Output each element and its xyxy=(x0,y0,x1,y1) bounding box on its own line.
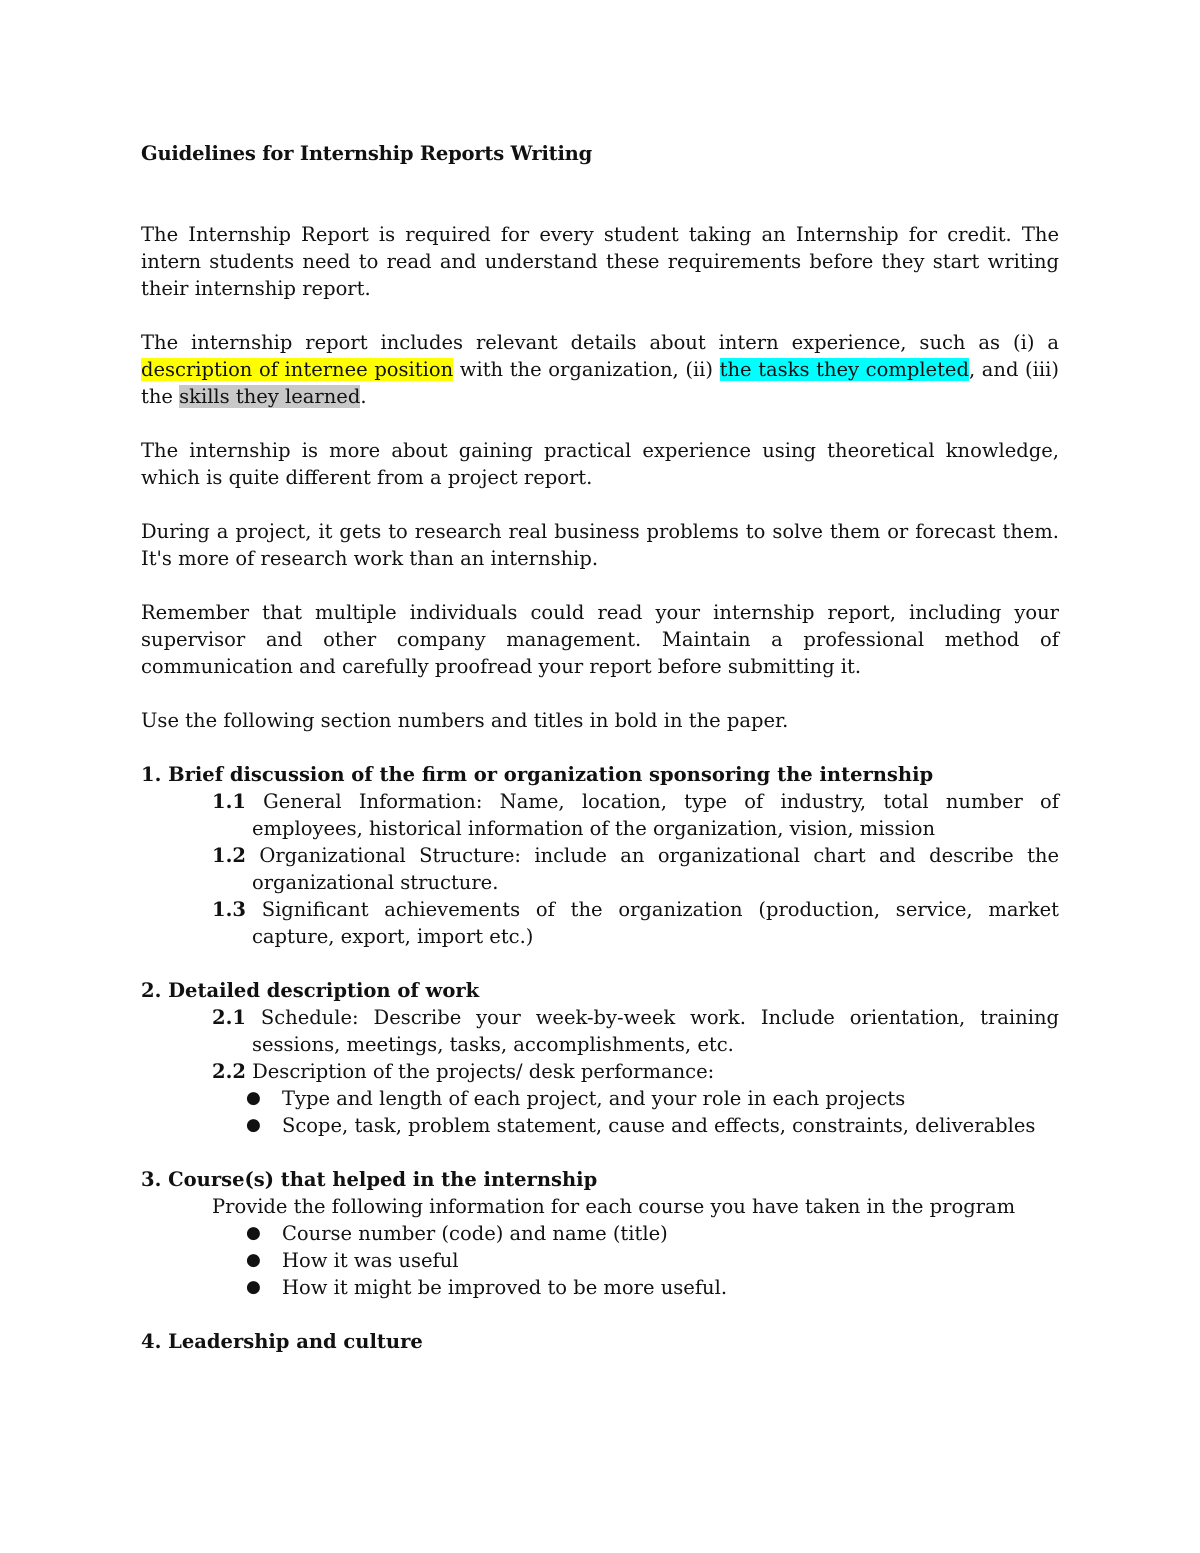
paragraph-project: During a project, it gets to research real business problems to solve them or forecast them. It's more of research work than an internship. xyxy=(141,520,1059,570)
subsection-text: Schedule: Describe your week-by-week work. Include orientation, training sessions, meetings, tasks, accomplishments, etc. xyxy=(245,1006,1059,1056)
bullet-icon: ● xyxy=(246,1277,261,1297)
paragraph-text: , and (iii) the xyxy=(141,358,1059,408)
paragraph-section-instructions: Use the following section numbers and titles in bold in the paper. xyxy=(141,709,789,732)
document-page xyxy=(141,140,1059,1382)
section-heading: 1. Brief discussion of the firm or organization sponsoring the internship xyxy=(141,763,934,786)
paragraph-text: . xyxy=(360,385,367,408)
bullet-list xyxy=(141,1220,1059,1301)
highlight-gray: skills they learned xyxy=(179,385,361,408)
section-heading: 3. Course(s) that helped in the internship xyxy=(141,1168,598,1191)
paragraph-intro: The Internship Report is required for every student taking an Internship for credit. The intern students need to read and understand these requirements before they start writing their internship report. xyxy=(141,223,1059,300)
subsection-text: Organizational Structure: include an organizational chart and describe the organizational structure. xyxy=(245,844,1059,894)
paragraph-proofread: Remember that multiple individuals could read your internship report, including your supervisor and other company management. Maintain a professional method of communication and carefully proofread your report before submitting it. xyxy=(141,601,1059,678)
list-item-text: Scope, task, problem statement, cause and effects, constraints, deliverables xyxy=(282,1114,1036,1137)
list-item xyxy=(141,1112,1059,1139)
subsection-1-1 xyxy=(141,788,1059,842)
subsection-number: 2.1 xyxy=(212,1006,246,1029)
subsection-number: 1.2 xyxy=(212,844,246,867)
bullet-icon: ● xyxy=(246,1088,261,1108)
list-item-text: How it might be improved to be more useful. xyxy=(282,1276,728,1299)
paragraph-report-details xyxy=(141,329,1059,410)
paragraph-text: with the organization, (ii) xyxy=(453,358,720,381)
paragraph-practical: The internship is more about gaining practical experience using theoretical knowledge, which is quite different from a project report. xyxy=(141,439,1059,489)
subsection-text: Significant achievements of the organization (production, service, market capture, export, import etc.) xyxy=(245,898,1059,948)
section-heading: 4. Leadership and culture xyxy=(141,1330,423,1353)
list-item xyxy=(141,1085,1059,1112)
bullet-icon: ● xyxy=(246,1223,261,1243)
section-1 xyxy=(141,761,1059,950)
subsection-2-1 xyxy=(141,1004,1059,1058)
subsection-1-3 xyxy=(141,896,1059,950)
subsection-number: 1.3 xyxy=(212,898,246,921)
highlight-yellow: description of internee position xyxy=(141,358,454,381)
subsection-number: 1.1 xyxy=(212,790,246,813)
highlight-cyan: the tasks they completed xyxy=(719,358,969,381)
list-item-text: Course number (code) and name (title) xyxy=(282,1222,668,1245)
subsection-1-2 xyxy=(141,842,1059,896)
bullet-icon: ● xyxy=(246,1250,261,1270)
paragraph-text: The internship report includes relevant details about intern experience, such as (i) a xyxy=(141,331,1059,354)
section-intro: Provide the following information for each course you have taken in the program xyxy=(212,1195,1016,1218)
bullet-icon: ● xyxy=(246,1115,261,1135)
subsection-number: 2.2 xyxy=(212,1060,246,1083)
document-title: Guidelines for Internship Reports Writing xyxy=(141,142,593,165)
section-2 xyxy=(141,977,1059,1139)
list-item xyxy=(141,1274,1059,1301)
section-3 xyxy=(141,1166,1059,1301)
subsection-2-2 xyxy=(141,1058,1059,1085)
subsection-text: General Information: Name, location, type of industry, total number of employees, historical information of the organization, vision, mission xyxy=(245,790,1059,840)
bullet-list xyxy=(141,1085,1059,1139)
list-item-text: Type and length of each project, and your role in each projects xyxy=(282,1087,906,1110)
section-4 xyxy=(141,1328,1059,1355)
section-heading: 2. Detailed description of work xyxy=(141,979,480,1002)
list-item xyxy=(141,1247,1059,1274)
list-item-text: How it was useful xyxy=(282,1249,459,1272)
subsection-text: Description of the projects/ desk performance: xyxy=(245,1060,715,1083)
list-item xyxy=(141,1220,1059,1247)
